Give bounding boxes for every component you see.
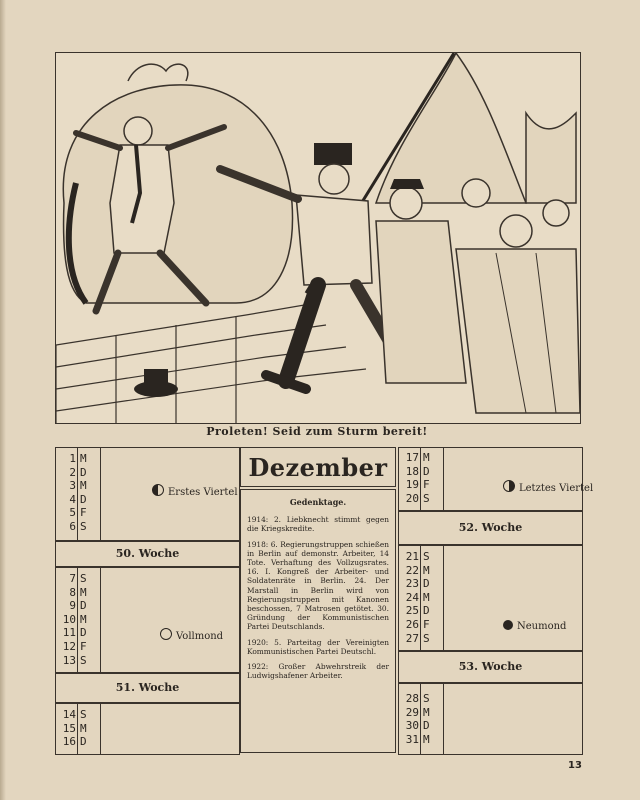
note-entry: 1922: Großer Abwehrstreik der Ludwigshafener Arbeiter. [247,662,389,681]
day-row: 9 D [69,599,87,613]
day-row: 26 F [405,618,430,631]
day-row: 23 D [405,577,430,591]
moon-phase: Erstes Viertel [152,484,238,498]
day-row: 2 D [69,465,87,479]
week-label-box [55,673,240,703]
day-row: 21 S [405,550,430,563]
day-row: 5 F [69,506,87,520]
day-row: 4 D [69,492,87,506]
day-row: 12 F [62,640,87,653]
right-column [398,447,594,753]
day-row: 11 D [62,626,87,640]
first-quarter-moon-icon [152,484,164,496]
day-list [56,568,101,672]
left-column [55,447,238,753]
day-row: 31 M [405,732,430,746]
cartoon-caption: Proleten! Seid zum Sturm bereit! [206,425,428,438]
week-block-3 [55,703,240,755]
day-row: 20 S [405,491,430,505]
note-entry: 1914: 2. Liebknecht stimmt gegen die Kriegskredite. [247,515,389,534]
week-block-2 [55,567,240,673]
day-row: 27 S [405,631,430,645]
day-row: 15 M [62,721,87,735]
week-label-box [398,651,583,683]
week-block-1 [55,447,240,541]
middle-column [240,447,396,753]
month-title: Dezember [240,447,396,487]
calendar-grid [55,447,594,753]
page-number: 13 [568,760,582,771]
day-list [399,448,444,510]
week-block-6 [398,683,583,755]
note-entry: 1920: 5. Parteitag der Vereinigten Kommunistischen Partei Deutschl. [247,637,389,656]
week-number: 50. Woche [115,547,180,560]
day-list [56,704,101,754]
day-row: 28 S [405,692,430,705]
new-moon-icon [503,620,513,630]
page-edge [0,0,6,800]
day-row: 16 D [62,735,87,749]
day-list [399,684,444,754]
day-list [56,448,101,540]
day-row: 30 D [405,719,430,733]
full-moon-icon [160,628,172,640]
day-row: 6 S [69,520,87,533]
day-row: 24 M [405,590,430,604]
day-row: 8 M [69,585,87,599]
moon-phase: Vollmond [160,628,223,642]
day-row: 10 M [62,612,87,626]
moon-phase: Letztes Viertel [503,480,593,494]
day-row: 18 D [405,464,430,478]
day-row: 29 M [405,705,430,719]
week-number: 52. Woche [458,521,523,534]
day-row: 17 M [405,451,430,464]
moon-phase: Neumond [503,620,566,632]
day-row: 19 F [405,478,430,492]
memorial-days [240,489,396,753]
day-row: 7 S [69,572,87,585]
week-label-box [55,541,240,567]
day-row: 3 M [69,479,87,493]
week-number: 53. Woche [458,660,523,673]
illustration [55,52,581,424]
note-entry: 1918: 6. Regierungstruppen schießen in Berlin auf demonstr. Arbeiter, 14 Tote. Verhaftung des Vollzugsrates. 16. I. Kongreß der Arbeiter- und Soldatenräte in Berlin. 24. Der Marstall in Berlin wird von Regierungstruppen mit Kanonen beschossen, 7 Matrosen getötet. 30. Gründung der Kommunistischen Partei Deutschlands. [247,539,389,632]
day-list [399,546,444,650]
last-quarter-moon-icon [503,480,515,492]
day-row: 22 M [405,563,430,577]
week-block-5 [398,545,583,651]
day-row: 14 S [62,708,87,721]
cartoon-drawing [56,53,580,423]
day-row: 1 M [69,452,87,465]
week-number: 51. Woche [115,681,180,694]
notes-heading: Gedenktage. [289,497,347,507]
day-row: 25 D [405,604,430,618]
week-block-4 [398,447,594,511]
week-label-box [398,511,583,545]
day-row: 13 S [62,653,87,667]
